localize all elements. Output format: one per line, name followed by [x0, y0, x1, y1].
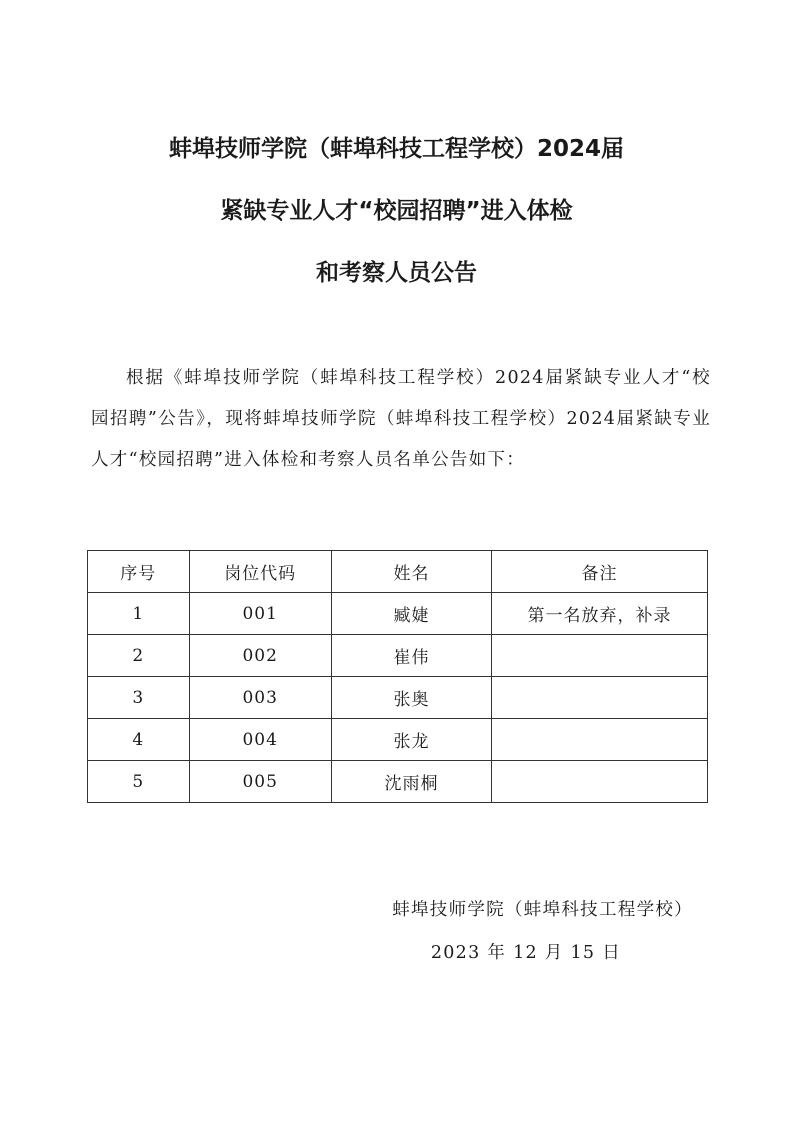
cell-seq: 5 [88, 761, 190, 803]
cell-position-code: 005 [189, 761, 331, 803]
announcement-title [0, 118, 793, 304]
cell-name: 崔伟 [331, 635, 491, 677]
header-position-code: 岗位代码 [189, 551, 331, 593]
cell-name: 沈雨桐 [331, 761, 491, 803]
body-paragraph: 根据《蚌埠技师学院（蚌埠科技工程学校）2024届紧缺专业人才“校园招聘”公告》，现将蚌埠技师学院（蚌埠科技工程学校）2024届紧缺专业人才“校园招聘”进入体检和考察人员名单公告如下： [91, 367, 711, 470]
cell-remark [492, 761, 708, 803]
cell-position-code: 003 [189, 677, 331, 719]
cell-remark [492, 677, 708, 719]
cell-remark [492, 635, 708, 677]
cell-position-code: 001 [189, 593, 331, 635]
table-row [88, 593, 708, 635]
header-name: 姓名 [331, 551, 491, 593]
table-header-row [88, 551, 708, 593]
signature-date: 2023 年 12 月 15 日 [430, 943, 621, 963]
cell-position-code: 004 [189, 719, 331, 761]
cell-seq: 4 [88, 719, 190, 761]
candidate-table [87, 550, 708, 803]
table-row [88, 635, 708, 677]
header-seq: 序号 [88, 551, 190, 593]
signature-organization: 蚌埠技师学院（蚌埠科技工程学校） [392, 900, 693, 920]
cell-name: 张奥 [331, 677, 491, 719]
cell-seq: 1 [88, 593, 190, 635]
cell-remark [492, 719, 708, 761]
cell-remark: 第一名放弃，补录 [492, 593, 708, 635]
title-line-3: 和考察人员公告 [316, 260, 477, 286]
title-line-2: 紧缺专业人才“校园招聘”进入体检 [220, 198, 573, 224]
table-row [88, 719, 708, 761]
header-remark: 备注 [492, 551, 708, 593]
cell-seq: 2 [88, 635, 190, 677]
title-line-1: 蚌埠技师学院（蚌埠科技工程学校）2024届 [168, 136, 624, 162]
cell-seq: 3 [88, 677, 190, 719]
table-row [88, 677, 708, 719]
cell-name: 张龙 [331, 719, 491, 761]
table-row [88, 761, 708, 803]
cell-position-code: 002 [189, 635, 331, 677]
cell-name: 臧婕 [331, 593, 491, 635]
